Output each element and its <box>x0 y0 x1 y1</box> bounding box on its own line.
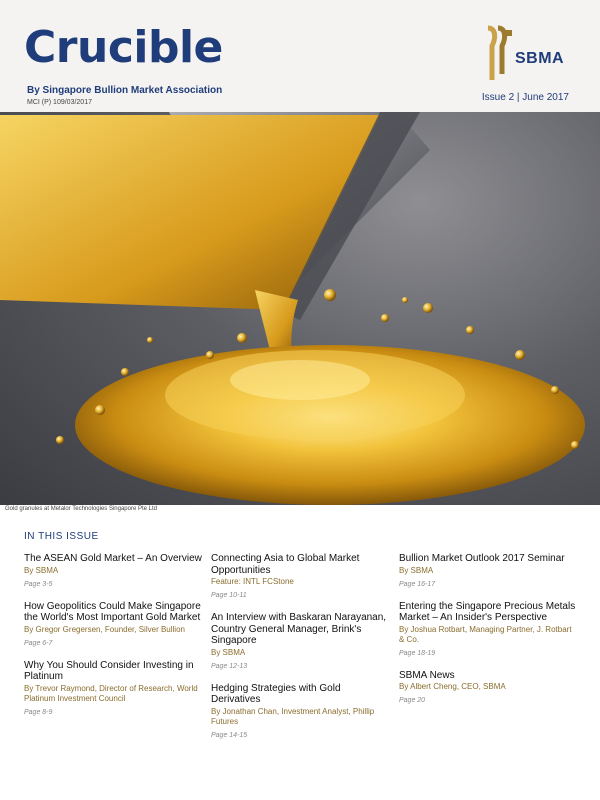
article-title: Bullion Market Outlook 2017 Seminar <box>399 553 565 564</box>
contents-column-1 <box>24 553 204 729</box>
article-title: The ASEAN Gold Market – An Overview <box>24 553 202 564</box>
sbma-logo <box>482 24 582 84</box>
tagline: By Singapore Bullion Market Association <box>27 85 223 96</box>
masthead <box>0 0 600 112</box>
article-byline: By SBMA <box>211 647 246 657</box>
article-byline: By SBMA <box>399 565 434 575</box>
article-entry[interactable] <box>399 601 579 657</box>
article-pages: Page 12-13 <box>211 662 248 670</box>
contents-heading: IN THIS ISSUE <box>24 531 99 542</box>
photo-caption: Gold granules at Metalor Technologies Singapore Pte Ltd <box>5 506 157 512</box>
article-byline: By Joshua Rotbart, Managing Partner, J. Rotbart & Co. <box>399 624 572 644</box>
article-title: An Interview with Baskaran Narayanan, Country General Manager, Brink's Singapore <box>211 612 387 646</box>
sbma-emblem-icon <box>482 24 516 84</box>
article-entry[interactable] <box>211 683 391 739</box>
article-pages: Page 14-15 <box>211 731 248 739</box>
article-pages: Page 8-9 <box>24 708 53 716</box>
article-pages: Page 3-5 <box>24 580 53 588</box>
magazine-title: Crucible <box>24 22 223 73</box>
sbma-logo-text: SBMA <box>515 50 565 67</box>
article-entry[interactable] <box>399 670 579 705</box>
article-byline: By SBMA <box>24 565 59 575</box>
issue-info: Issue 2 | June 2017 <box>481 92 569 103</box>
article-byline: By Jonathan Chan, Investment Analyst, Phillip Futures <box>211 706 375 726</box>
article-entry[interactable] <box>399 553 579 588</box>
article-title: SBMA News <box>399 669 455 681</box>
article-title: Hedging Strategies with Gold Derivatives <box>211 682 341 705</box>
article-byline: By Trevor Raymond, Director of Research, World Platinum Investment Council <box>24 683 198 703</box>
article-entry[interactable] <box>24 660 204 716</box>
article-entry[interactable] <box>24 553 204 588</box>
article-entry[interactable] <box>24 601 204 647</box>
article-byline: By Gregor Gregersen, Founder, Silver Bullion <box>24 624 185 634</box>
contents-column-3 <box>399 553 579 717</box>
article-byline: By Albert Cheng, CEO, SBMA <box>399 682 506 691</box>
article-pages: Page 6-7 <box>24 639 53 647</box>
article-title: Entering the Singapore Precious Metals Market – An Insider's Perspective <box>399 600 576 623</box>
article-pages: Page 18-19 <box>399 649 436 657</box>
article-title: Connecting Asia to Global Market Opportunities <box>211 553 360 576</box>
article-byline: Feature: INTL FCStone <box>211 577 294 586</box>
article-title: How Geopolitics Could Make Singapore the World's Most Important Gold Market <box>24 600 201 623</box>
article-pages: Page 16-17 <box>399 580 436 588</box>
article-pages: Page 10-11 <box>211 592 247 599</box>
contents-column-2 <box>211 553 391 752</box>
article-pages: Page 20 <box>399 697 426 704</box>
article-entry[interactable] <box>211 553 391 599</box>
article-entry[interactable] <box>211 612 391 670</box>
article-title: Why You Should Consider Investing in Platinum <box>24 659 194 682</box>
mci-number: MCI (P) 109/03/2017 <box>27 99 92 106</box>
